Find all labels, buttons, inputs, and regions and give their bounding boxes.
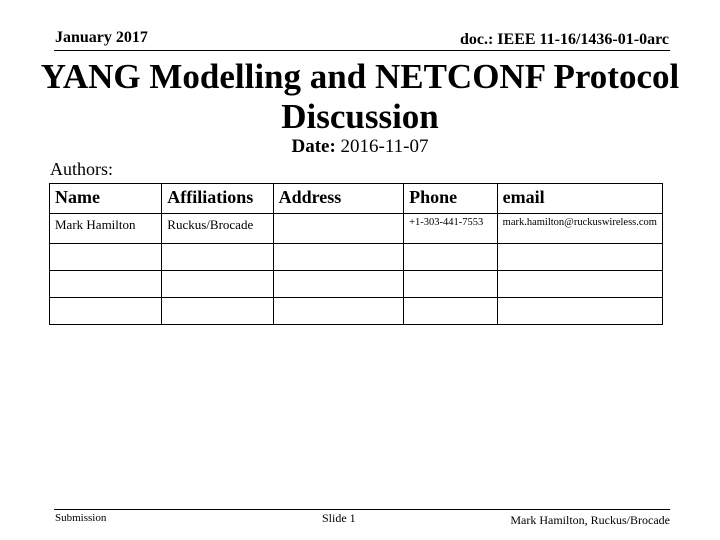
cell-address	[273, 244, 403, 271]
cell-name	[50, 244, 162, 271]
table-row	[50, 244, 663, 271]
date-label: Date:	[291, 136, 336, 157]
authors-table	[49, 183, 663, 325]
cell-email: mark.hamilton@ruckuswireless.com	[497, 214, 662, 244]
cell-affiliation: Ruckus/Brocade	[162, 214, 273, 244]
cell-address	[273, 271, 403, 298]
footer-author: Mark Hamilton, Ruckus/Brocade	[510, 513, 670, 527]
column-header-address: Address	[273, 184, 403, 214]
cell-affiliation	[162, 244, 273, 271]
table-row	[50, 214, 663, 244]
cell-phone: +1-303-441-7553	[404, 214, 498, 244]
authors-label: Authors:	[50, 159, 113, 179]
footer-slide-number: Slide 1	[322, 511, 356, 525]
slide-title: YANG Modelling and NETCONF Protocol Discussion	[40, 57, 680, 136]
cell-name	[50, 271, 162, 298]
cell-email	[497, 244, 662, 271]
cell-email	[497, 298, 662, 325]
column-header-affiliations: Affiliations	[162, 184, 273, 214]
footer-submission: Submission	[55, 512, 107, 524]
footer-rule	[54, 509, 670, 510]
cell-phone	[404, 298, 498, 325]
cell-name	[50, 298, 162, 325]
cell-name: Mark Hamilton	[50, 214, 162, 244]
cell-affiliation	[162, 298, 273, 325]
header-date: January 2017	[55, 29, 148, 46]
header-doc-id: doc.: IEEE 11-16/1436-01-0arc	[459, 31, 669, 48]
column-header-name: Name	[50, 184, 162, 214]
cell-phone	[404, 271, 498, 298]
cell-address	[273, 298, 403, 325]
cell-address	[273, 214, 403, 244]
column-header-phone: Phone	[404, 184, 498, 214]
cell-affiliation	[162, 271, 273, 298]
cell-phone	[404, 244, 498, 271]
header-rule	[54, 50, 670, 51]
table-header-row	[50, 184, 663, 214]
column-header-email: email	[497, 184, 662, 214]
date-line	[0, 136, 720, 158]
cell-email	[497, 271, 662, 298]
table-row	[50, 298, 663, 325]
table-row	[50, 271, 663, 298]
date-value: 2016-11-07	[340, 136, 429, 157]
